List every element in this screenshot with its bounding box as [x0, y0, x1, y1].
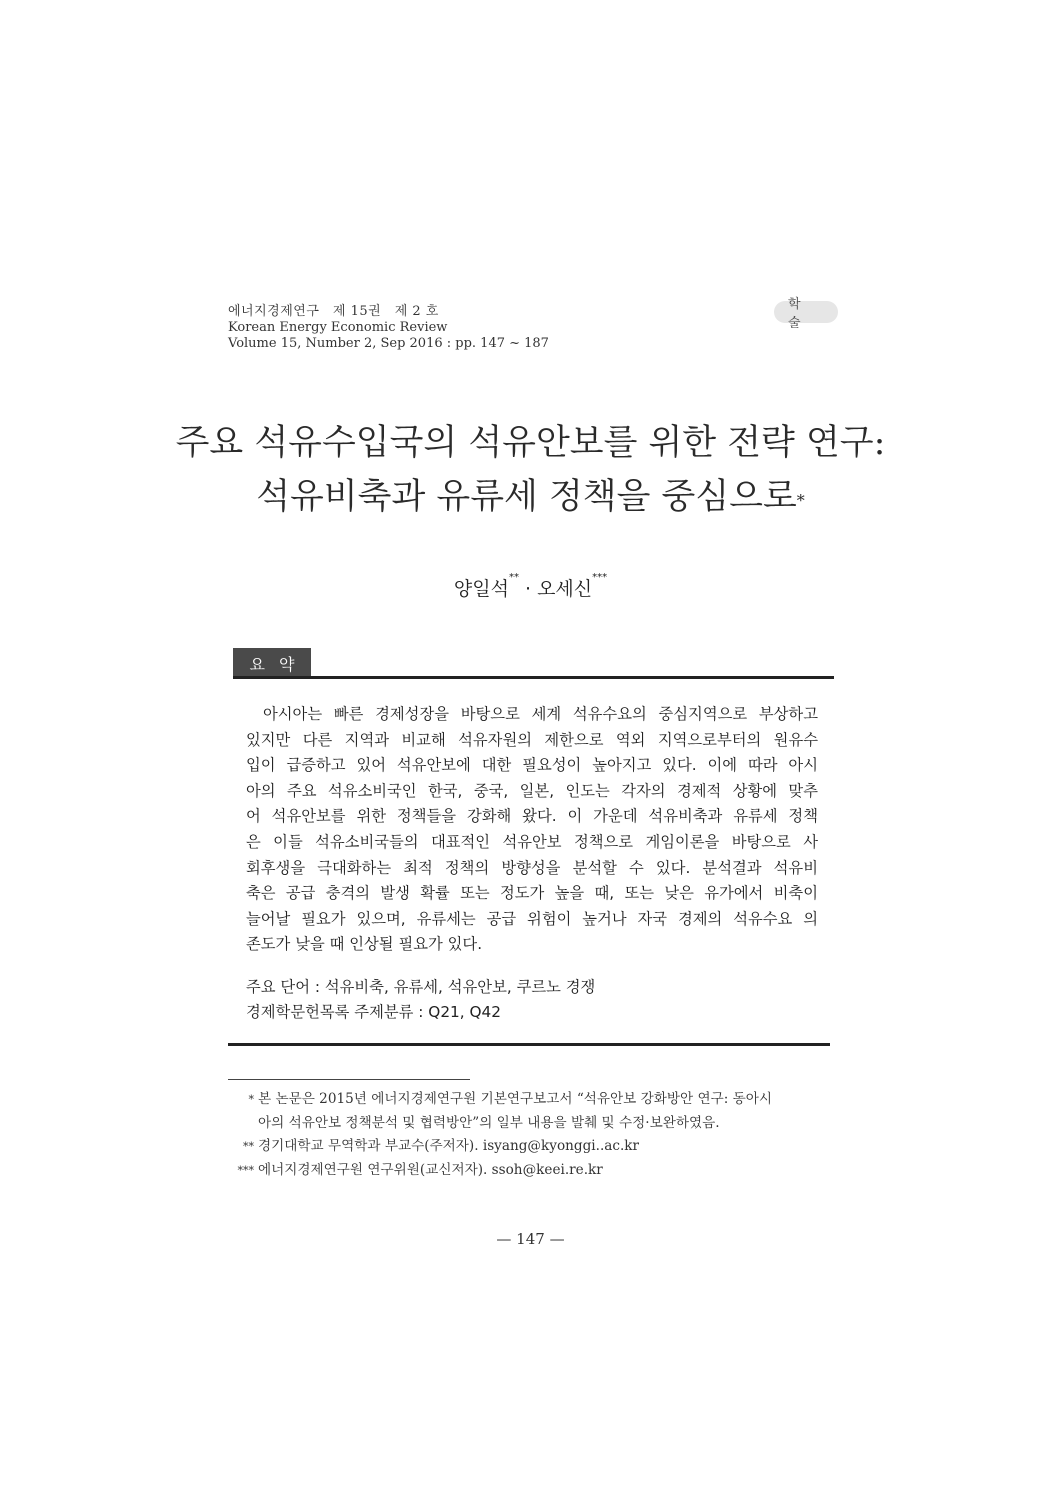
abstract-rule — [233, 676, 834, 679]
abstract-body — [246, 702, 818, 958]
footnote-mark: *** — [237, 1163, 254, 1177]
abstract-line: 있지만 다른 지역과 비교해 석유자원의 제한으로 역외 지역으로부터의 원유수 — [246, 730, 818, 749]
journal-info — [228, 304, 549, 352]
abstract-label: 요약 — [233, 648, 311, 678]
author-list — [120, 574, 941, 601]
abstract-line: 입이 급증하고 있어 석유안보에 대한 필요성이 높아지고 있다. 이에 따라 아시 — [246, 756, 818, 775]
abstract-bottom-rule — [228, 1043, 830, 1046]
footnote-1-cont — [228, 1112, 838, 1136]
author-1-mark: ** — [508, 572, 519, 583]
title-line-2-text: 석유비축과 유류세 정책을 중심으로 — [256, 477, 797, 517]
abstract-line: 축은 공급 충격의 발생 확률 또는 정도가 높을 때, 또는 낮은 유가에서 비축이 — [246, 884, 818, 903]
footnote-text: 본 논문은 2015년 에너지경제연구원 기본연구보고서 “석유안보 강화방안 연구: 동아시 — [258, 1091, 773, 1107]
footnote-text: 에너지경제연구원 연구위원(교신저자). ssoh@keei.re.kr — [258, 1161, 603, 1178]
abstract-line: 어 석유안보를 위한 정책들을 강화해 왔다. 이 가운데 석유비축과 유류세 정책 — [246, 807, 818, 826]
abstract-line: 아시아는 빠른 경제성장을 바탕으로 세계 석유수요의 중심지역으로 부상하고 — [263, 705, 818, 723]
keywords: 주요 단어 : 석유비축, 유류세, 석유안보, 쿠르노 경쟁 — [246, 978, 596, 996]
footnote-text: 경기대학교 무역학과 부교수(주저자). isyang@kyonggi..ac.kr — [258, 1138, 640, 1154]
author-2: 오세신 — [537, 578, 593, 600]
footnote-mark: ** — [243, 1140, 254, 1153]
page-number: — 147 — — [496, 1230, 565, 1248]
category-badge: 학술 — [774, 301, 838, 323]
keywords-block — [246, 975, 595, 1025]
footnote-1 — [228, 1088, 838, 1112]
footnote-text: 아의 석유안보 정책분석 및 협력방안”의 일부 내용을 발췌 및 수정·보완하였음. — [258, 1114, 720, 1131]
footnote-3 — [228, 1159, 838, 1183]
footnotes — [228, 1088, 838, 1182]
title-line-2 — [120, 470, 941, 524]
footnote-rule — [228, 1079, 470, 1080]
abstract-line: 은 이들 석유소비국들의 대표적인 석유안보 정책으로 게임이론을 바탕으로 사 — [246, 832, 818, 851]
title-line-1: 주요 석유수입국의 석유안보를 위한 전략 연구: — [175, 423, 886, 463]
abstract-line: 회후생을 극대화하는 최적 정책의 방향성을 분석할 수 있다. 분석결과 석유비 — [246, 858, 818, 877]
title-footnote-mark: * — [796, 491, 805, 510]
journal-volume: Volume 15, Number 2, Sep 2016 : pp. 147 ~ 187 — [228, 336, 549, 351]
abstract-line: 존도가 낮을 때 인상될 필요가 있다. — [246, 935, 483, 954]
author-1: 양일석 — [453, 578, 509, 600]
paper-title — [120, 416, 941, 524]
footnote-2 — [228, 1135, 838, 1159]
abstract-line: 아의 주요 석유소비국인 한국, 중국, 일본, 인도는 각자의 경제적 상황에 맞추 — [246, 781, 818, 800]
abstract-header — [233, 648, 834, 680]
journal-name-kr: 에너지경제연구 제 15권 제 2 호 — [228, 304, 439, 319]
footnote-mark: * — [248, 1093, 254, 1106]
journal-name-en: Korean Energy Economic Review — [228, 320, 448, 335]
jel-classification: 경제학문헌목록 주제분류 : Q21, Q42 — [246, 1003, 502, 1021]
abstract-line: 늘어날 필요가 있으며, 유류세는 공급 위험이 높거나 자국 경제의 석유수요 의 — [246, 909, 818, 928]
author-separator: · — [518, 578, 538, 600]
author-2-mark: *** — [592, 572, 608, 583]
